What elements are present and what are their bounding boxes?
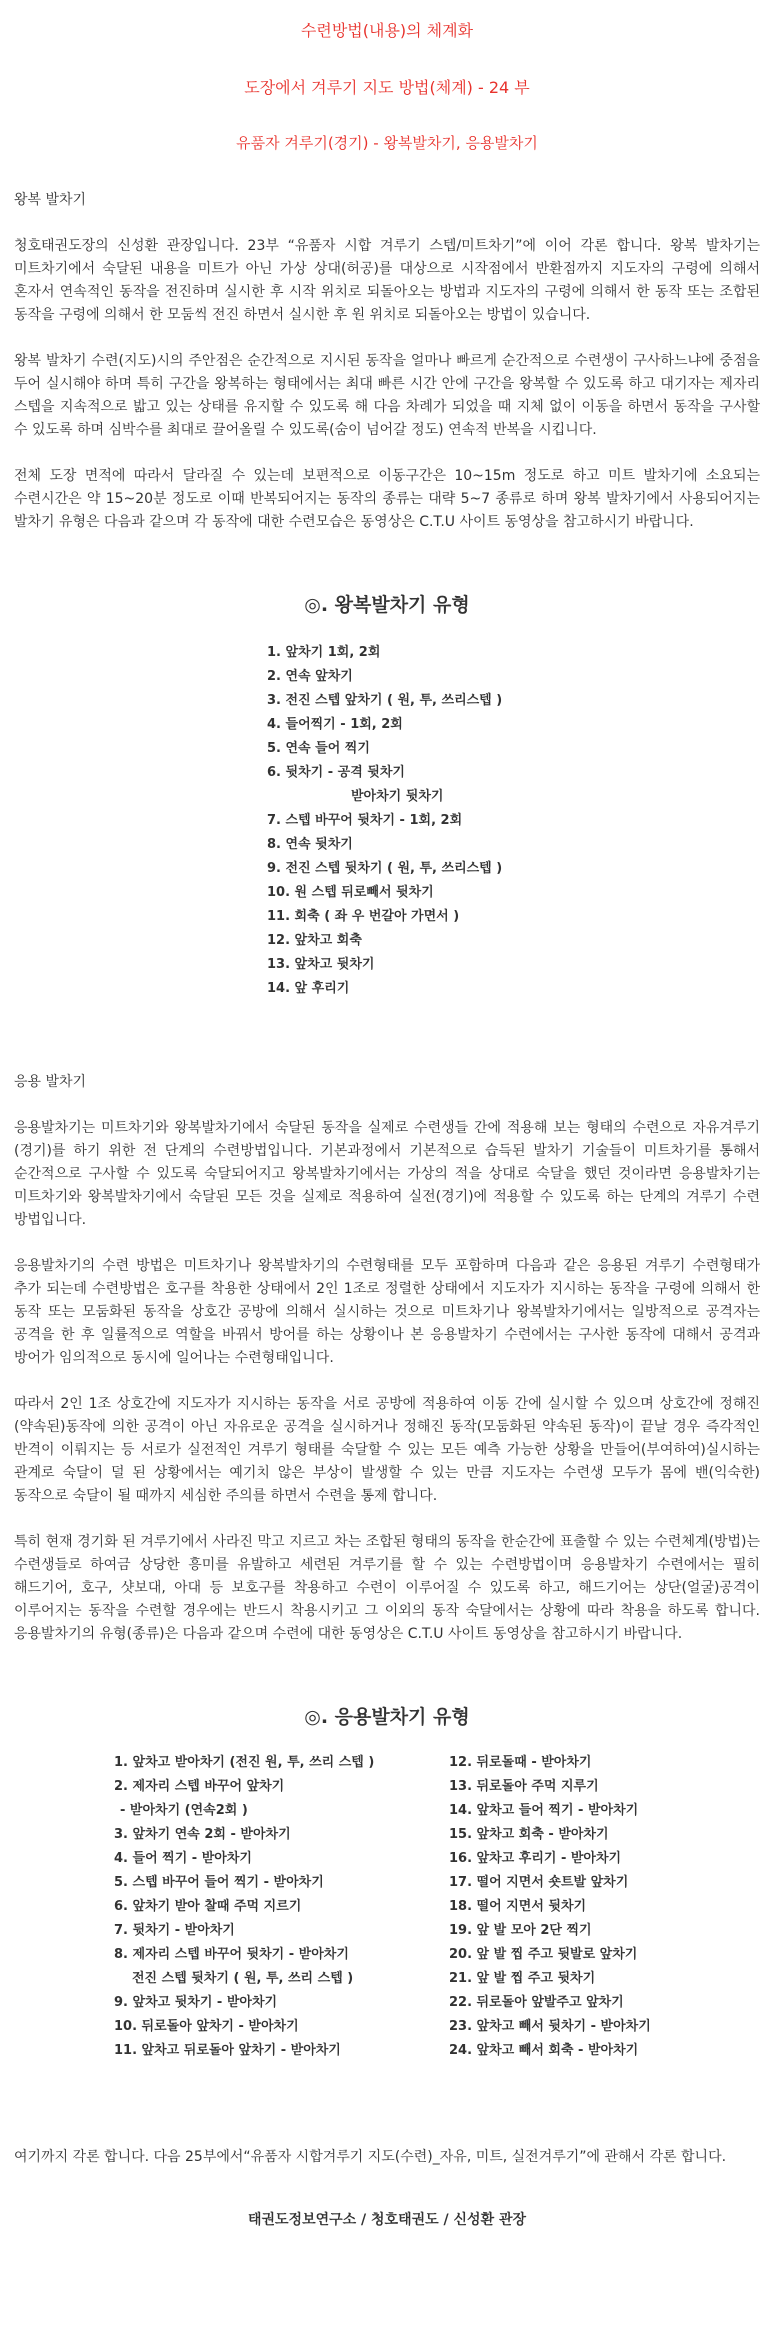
- list-item: 3. 앞차기 연속 2회 - 받아차기: [114, 1827, 291, 1842]
- list-item: 12. 앞차고 회축: [267, 933, 362, 948]
- header-subtitle: 도장에서 겨루기 지도 방법(체계) - 24 부: [244, 78, 530, 97]
- list-item: 14. 앞 후리기: [267, 981, 350, 996]
- list-item-sub: 받아차기 뒷차기: [351, 789, 444, 804]
- list-item: 9. 전진 스텝 뒷차기 ( 원, 투, 쓰리스텝 ): [267, 861, 503, 876]
- section-label-applied: 응용 발차기: [14, 1074, 87, 1090]
- list-item: 4. 들어 찍기 - 받아차기: [114, 1851, 252, 1866]
- list-item: 11. 앞차고 뒤로돌아 앞차기 - 받아차기: [114, 2043, 341, 2058]
- list-item: 3. 전진 스텝 앞차기 ( 원, 투, 쓰리스텝 ): [267, 693, 503, 708]
- header-title: 수련방법(내용)의 체계화: [300, 21, 474, 40]
- paragraph: 전체 도장 면적에 따라서 달라질 수 있는데 보편적으로 이동구간은 10~15m 정도로 하고 미트 발차기에 소요되는 수련시간은 약 15~20분 정도로 이때 반복되어지는 동작의 종류는 대략 5~7 종류로 하며 왕복 발차기에서 사용되어지는 발차기 유형은 다음과 같으며 각 동작에 대한 수련모습은 동영상은 C.T.U 사이트 동영상을 참고하시기 바랍니다.: [14, 468, 760, 530]
- list-item: 1. 앞차기 1회, 2회: [267, 645, 381, 660]
- round-trip-types-list: [267, 641, 567, 1001]
- list-item: 19. 앞 발 모아 2단 찍기: [449, 1923, 592, 1938]
- list-item: 10. 뒤로돌아 앞차기 - 받아차기: [114, 2019, 299, 2034]
- list-item-continuation: - 받아차기 (연속2회 ): [120, 1803, 248, 1818]
- applied-types-left-list: [114, 1751, 444, 2063]
- section-label-round-trip: 왕복 발차기: [14, 192, 87, 208]
- paragraph: 왕복 발차기 수련(지도)시의 주안점은 순간적으로 지시된 동작을 얼마나 빠르게 순간적으로 수련생이 구사하느냐에 중점을 두어 실시해야 하며 특히 구간을 왕복하는 형태에서는 최대 빠른 시간 안에 구간을 왕복할 수 있도록 하고 대기자는 제자리 스텝을 지속적으로 밟고 있는 상태를 유지할 수 있도록 해 다음 차례가 되었을 때 지체 없이 이동을 하면서 동작을 구사할 수 있도록 하며 심박수를 최대로 끌어올릴 수 있도록(숨이 넘어갈 정도) 연속적 반복을 시킵니다.: [14, 353, 760, 438]
- list-item: 22. 뒤로돌아 앞발주고 앞차기: [449, 1995, 624, 2010]
- list-item: 20. 앞 발 찝 주고 뒷발로 앞차기: [449, 1947, 638, 1962]
- list-item-continuation: 전진 스텝 뒷차기 ( 원, 투, 쓰리 스텝 ): [132, 1971, 354, 1986]
- paragraph: 응용발차기의 수련 방법은 미트차기나 왕복발차기의 수련형태를 모두 포함하며 다음과 같은 응용된 겨루기 수련형태가 추가 되는데 수련방법은 호구를 착용한 상태에서 2인 1조로 정렬한 상태에서 지도자가 지시하는 동작을 구령에 의해서 한 동작 또는 모둠화된 동작을 상호간 공방에 의해서 실시하는 것으로 미트차기나 왕복발차기에서는 일방적으로 공격자는 공격을 한 후 일률적으로 역할을 바꿔서 방어를 하는 상황이나 본 응용발차기 수련에서는 구사한 동작에 대해서 공격과 방어가 임의적으로 동시에 일어나는 수련형태입니다.: [14, 1258, 760, 1366]
- list-item: 7. 뒷차기 - 받아차기: [114, 1923, 235, 1938]
- round-trip-types-title: ◎. 왕복발차기 유형: [304, 594, 470, 616]
- list-item: 15. 앞차고 회축 - 받아차기: [449, 1827, 609, 1842]
- list-item: 18. 떨어 지면서 뒷차기: [449, 1899, 587, 1914]
- footer-signature: 태권도정보연구소 / 청호태권도 / 신성환 관장: [247, 2212, 527, 2228]
- list-item: 2. 제자리 스텝 바꾸어 앞차기: [114, 1779, 285, 1794]
- paragraph: 따라서 2인 1조 상호간에 지도자가 지시하는 동작을 서로 공방에 적용하여 이동 간에 실시할 수 있으며 상호간에 정해진(약속된)동작에 의한 공격이 아닌 자유로운 공격을 실시하거나 정해진 동작(모둠화된 약속된 동작)이 끝날 경우 즉각적인 반격이 이뤄지는 등 서로가 실전적인 겨루기 형태를 숙달할 수 있는 모든 예측 가능한 상황을 만들어(부여하여)실시하는 관계로 숙달이 덜 된 상황에서는 예기치 않은 부상이 발생할 수 있는 만큼 지도자는 수련생 모두가 몸에 밴(익숙한) 동작으로 숙달이 될 때까지 세심한 주의를 하면서 수련을 통제 합니다.: [14, 1396, 760, 1504]
- list-item: 17. 떨어 지면서 숏트발 앞차기: [449, 1875, 629, 1890]
- list-item: 14. 앞차고 들어 찍기 - 받아차기: [449, 1803, 639, 1818]
- list-item: 16. 앞차고 후리기 - 받아차기: [449, 1851, 622, 1866]
- paragraph: 청호태권도장의 신성환 관장입니다. 23부 “유품자 시합 겨루기 스텝/미트차기”에 이어 각론 합니다. 왕복 발차기는 미트차기에서 숙달된 내용을 미트가 아닌 가상 상대(허공)를 대상으로 시작점에서 반환점까지 지도자의 구령에 의해서 혼자서 연속적인 동작을 전진하며 실시한 후 시작 위치로 되돌아오는 방법과 지도자의 구령에 의해서 한 동작 또는 조합된 동작을 구령에 의해서 한 모둠씩 전진 하면서 실시한 후 원 위치로 되돌아오는 방법이 있습니다.: [14, 238, 760, 323]
- list-item: 6. 앞차기 받아 찰때 주먹 지르기: [114, 1899, 302, 1914]
- applied-types-right-list: [449, 1751, 749, 2063]
- paragraph: 응용발차기는 미트차기와 왕복발차기에서 숙달된 동작을 실제로 수련생들 간에 적용해 보는 형태의 수련으로 자유겨루기(경기)를 하기 위한 전 단계의 수련방법입니다. 기본과정에서 기본적으로 습득된 발차기 기술들이 미트차기를 통해서 순간적으로 구사할 수 있도록 숙달되어지고 왕복발차기에서는 가상의 적을 상대로 숙달을 했던 것이라면 응용발차기는 미트차기와 왕복발차기에서 숙달된 모든 것을 실제로 적용하여 실전(경기)에 적용할 수 있도록 하는 단계의 겨루기 수련 방법입니다.: [14, 1120, 760, 1228]
- list-item: 7. 스텝 바꾸어 뒷차기 - 1회, 2회: [267, 813, 463, 828]
- list-item: 12. 뒤로돌때 - 받아차기: [449, 1755, 592, 1770]
- list-item: 5. 연속 들어 찍기: [267, 741, 370, 756]
- list-item: 8. 연속 뒷차기: [267, 837, 353, 852]
- applied-types-title: ◎. 응용발차기 유형: [304, 1706, 470, 1728]
- list-item: 1. 앞차고 받아차기 (전진 원, 투, 쓰리 스텝 ): [114, 1755, 375, 1770]
- closing-paragraph: 여기까지 각론 합니다. 다음 25부에서“유품자 시합겨루기 지도(수련)_자유, 미트, 실전겨루기”에 관해서 각론 합니다.: [14, 2149, 727, 2165]
- list-item: 6. 뒷차기 - 공격 뒷차기: [267, 765, 405, 780]
- list-item: 4. 들어찍기 - 1회, 2회: [267, 717, 403, 732]
- list-item: 24. 앞차고 빼서 회축 - 받아차기: [449, 2043, 639, 2058]
- list-item: 13. 앞차고 뒷차기: [267, 957, 375, 972]
- list-item: 2. 연속 앞차기: [267, 669, 353, 684]
- list-item: 8. 제자리 스텝 바꾸어 뒷차기 - 받아차기: [114, 1947, 349, 1962]
- list-item: 23. 앞차고 빼서 뒷차기 - 받아차기: [449, 2019, 651, 2034]
- header-topic: 유품자 겨루기(경기) - 왕복발차기, 응용발차기: [236, 134, 538, 152]
- list-item: 9. 앞차고 뒷차기 - 받아차기: [114, 1995, 278, 2010]
- list-item: 21. 앞 발 찝 주고 뒷차기: [449, 1971, 596, 1986]
- list-item: 13. 뒤로돌아 주먹 지루기: [449, 1779, 599, 1794]
- list-item: 10. 원 스텝 뒤로빼서 뒷차기: [267, 885, 434, 900]
- applied-types-columns: [14, 1751, 760, 2066]
- list-item: 5. 스텝 바꾸어 들어 찍기 - 받아차기: [114, 1875, 324, 1890]
- list-item: 11. 회축 ( 좌 우 번갈아 가면서 ): [267, 909, 460, 924]
- paragraph: 특히 현재 경기화 된 겨루기에서 사라진 막고 지르고 차는 조합된 형태의 동작을 한순간에 표출할 수 있는 수련체계(방법)는 수련생들로 하여금 상당한 흥미를 유발하고 세련된 겨루기를 할 수 있는 수련방법이며 응용발차기 수련에서는 필히 해드기어, 호구, 샷보대, 아대 등 보호구를 착용하고 수련이 이루어질 수 있도록 하고, 해드기어는 상단(얼굴)공격이 이루어지는 동작을 수련할 경우에는 반드시 착용시키고 그 이외의 동작 숙달에서는 상황에 따라 착용을 하도록 합니다. 응용발차기의 유형(종류)은 다음과 같으며 수련에 대한 동영상은 C.T.U 사이트 동영상을 참고하시기 바랍니다.: [14, 1534, 760, 1642]
